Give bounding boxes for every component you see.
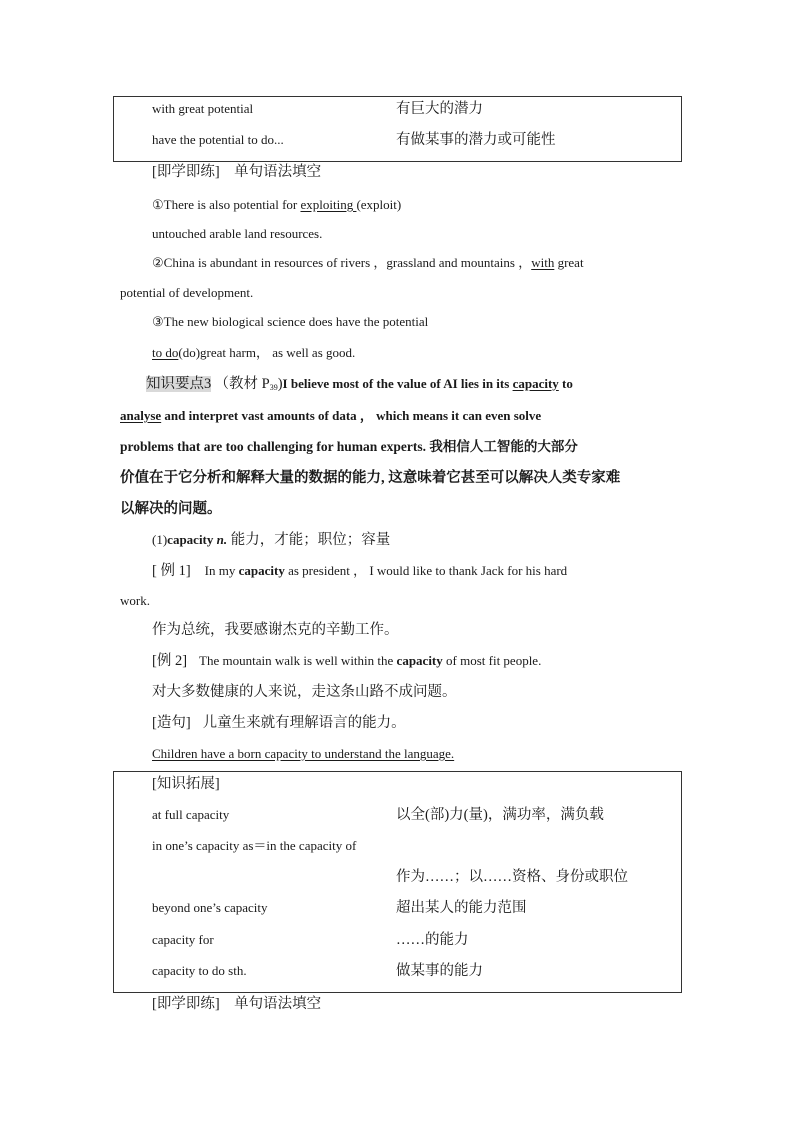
extension-en: in one’s capacity as＝in the capacity of xyxy=(152,838,357,853)
hint: (exploit) xyxy=(356,197,402,212)
example-text: The mountain walk is well within the xyxy=(199,653,397,668)
definition-word: capacity xyxy=(167,532,214,547)
answer-blank: to do xyxy=(152,345,179,360)
knowledge-point-line-1 xyxy=(146,375,573,397)
practice-heading: [即学即练] 单句语法填空 xyxy=(152,164,322,180)
example-2-line xyxy=(152,652,541,670)
knowledge-point-tag: 知识要点3 xyxy=(146,376,212,392)
example-1-translation: 作为总统，我要感谢杰克的辛勤工作。 xyxy=(152,622,399,638)
keyword: capacity xyxy=(238,563,285,578)
knowledge-point-line-4: 价值在于它分析和解释大量的数据的能力, 这意味着它甚至可以解决人类专家难 xyxy=(120,470,621,486)
make-sentence-answer: Children have a born capacity to understand the language. xyxy=(152,746,455,761)
keyword: capacity xyxy=(512,376,559,391)
knowledge-point-line-5: 以解决的问题。 xyxy=(120,501,222,517)
exercise-1-line-2: untouched arable land resources. xyxy=(152,226,323,241)
extension-en: capacity for xyxy=(152,932,214,947)
example-label: [例 2] xyxy=(152,653,188,669)
exercise-3-line-2 xyxy=(152,344,355,362)
keyword: capacity xyxy=(396,653,443,668)
definition-meaning: 能力，才能；职位；容量 xyxy=(227,532,391,548)
example-label: [ 例 1] xyxy=(152,563,191,579)
phrase-cn: 有巨大的潜力 xyxy=(396,101,483,117)
phrase-cn: 有做某事的潜力或可能性 xyxy=(396,132,556,148)
exercise-2-line-2: potential of development. xyxy=(120,285,254,300)
example-text: of most fit people. xyxy=(442,653,542,668)
example-text: as president ， I would like to thank Jack for his hard xyxy=(284,563,568,578)
answer-blank: exploiting xyxy=(300,197,357,212)
source-ref: （教材 $P_{39}$) xyxy=(214,376,283,392)
exercise-text: (do)great harm， as well as good. xyxy=(178,345,356,360)
extension-cn: 作为……；以……资格、身份或职位 xyxy=(396,869,628,885)
example-1-line-1 xyxy=(152,562,567,580)
make-sentence-prompt: 儿童生来就有理解语言的能力。 xyxy=(202,715,406,731)
definition-line xyxy=(152,531,390,549)
keyword: analyse xyxy=(120,408,162,423)
extension-en: capacity to do sth. xyxy=(152,963,247,978)
exercise-1-line-1 xyxy=(152,196,401,214)
extension-en: beyond one’s capacity xyxy=(152,900,268,915)
answer-blank: with xyxy=(531,255,555,270)
extension-cn: 以全(部)力(量)，满功率，满负载 xyxy=(396,807,604,823)
knowledge-point-line-2 xyxy=(120,407,541,425)
phrase-en: have the potential to do... xyxy=(152,132,284,147)
exercise-3-line-1: ③The new biological science does have the potential xyxy=(152,314,429,329)
practice-heading: [即学即练] 单句语法填空 xyxy=(152,996,322,1012)
sentence-text: and interpret vast amounts of data ， which means it can even solve xyxy=(161,408,542,423)
knowledge-point-line-3: problems that are too challenging for human experts. 我相信人工智能的大部分 xyxy=(120,439,578,454)
example-1-line-2: work. xyxy=(120,593,150,608)
definition-num: (1) xyxy=(152,532,168,547)
example-2-translation: 对大多数健康的人来说，走这条山路不成问题。 xyxy=(152,684,457,700)
make-sentence-label: [造句] xyxy=(152,715,191,731)
exercise-2-line-1 xyxy=(152,254,584,272)
extension-heading: [知识拓展] xyxy=(152,776,220,792)
phrase-en: with great potential xyxy=(152,101,254,116)
extension-cn: 超出某人的能力范围 xyxy=(396,900,527,916)
sentence-text: to xyxy=(558,376,573,391)
exercise-text: ①There is also potential for xyxy=(152,197,301,212)
extension-cn: ……的能力 xyxy=(396,932,469,948)
exercise-text: ②China is abundant in resources of rivers ，grassland and mountains ， xyxy=(152,255,532,270)
example-text: In my xyxy=(204,563,239,578)
exercise-text: great xyxy=(554,255,584,270)
extension-cn: 做某事的能力 xyxy=(396,963,483,979)
make-sentence-line xyxy=(152,714,406,732)
part-of-speech: n. xyxy=(213,532,228,547)
extension-en: at full capacity xyxy=(152,807,230,822)
sentence-text: I believe most of the value of AI lies in its xyxy=(282,376,513,391)
